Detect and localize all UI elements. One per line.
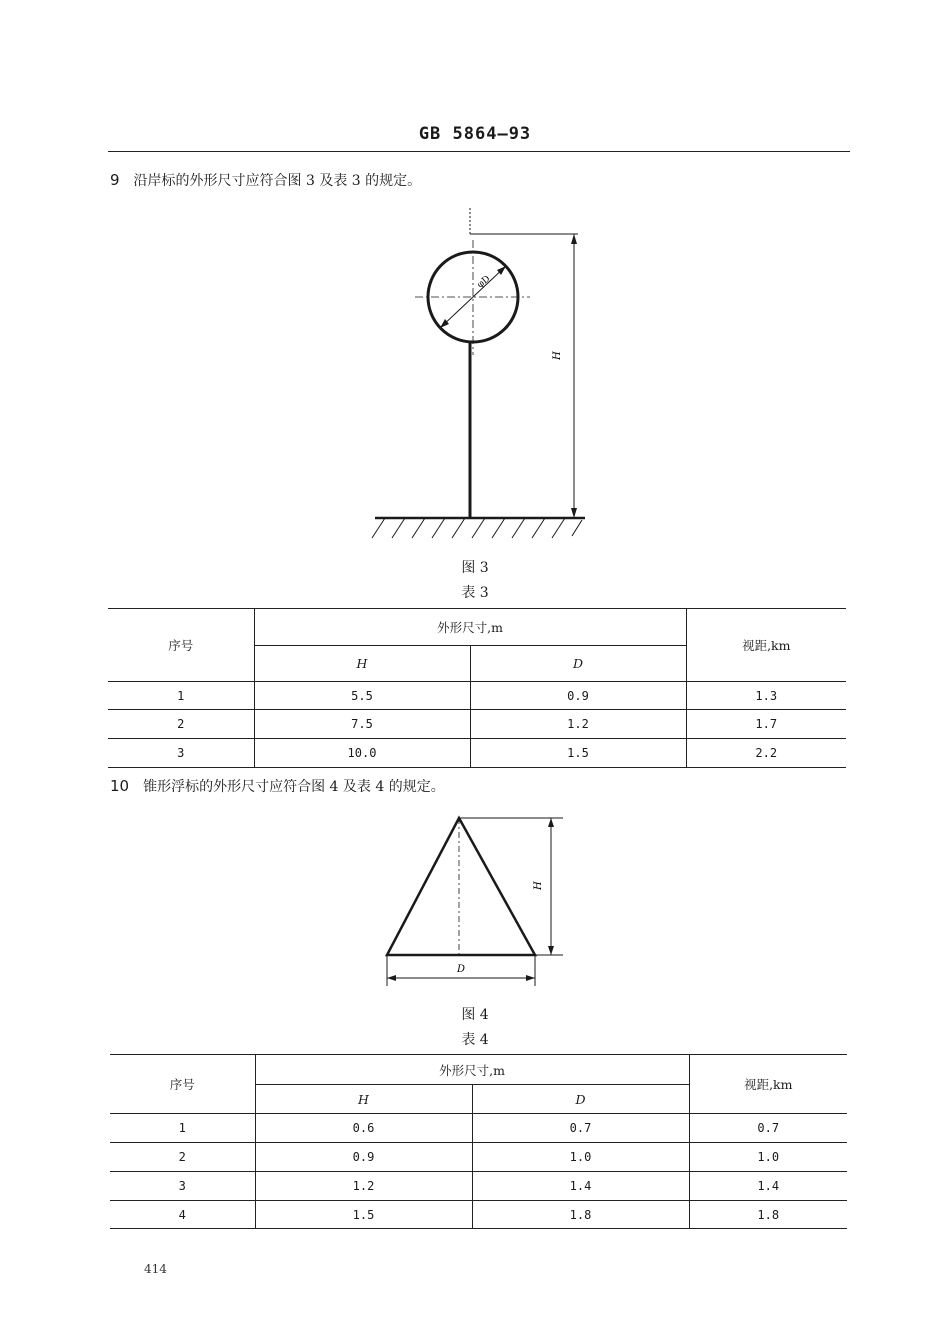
- table-row: [108, 739, 846, 768]
- table-3: [108, 608, 846, 768]
- base-arrow-right: [526, 975, 535, 981]
- table-cell-index: 1: [110, 1114, 255, 1143]
- table-4-header-d: D: [472, 1085, 689, 1114]
- table-3-header-range: 视距,km: [686, 609, 846, 682]
- table-3-caption: 表 3: [461, 585, 489, 601]
- height-arrow-bottom: [548, 946, 554, 955]
- height-arrow-top: [548, 818, 554, 827]
- clause-9-number: 9: [110, 171, 120, 189]
- height-label: H: [552, 351, 563, 360]
- table-cell-d: 0.9: [470, 682, 686, 710]
- cone-outline: [387, 818, 535, 955]
- table-cell-range: 1.8: [689, 1201, 847, 1229]
- table-3-header-h: H: [254, 646, 470, 682]
- table-cell-d: 1.8: [472, 1201, 689, 1229]
- table-cell-index: 3: [108, 739, 254, 768]
- table-4-header-h: H: [255, 1085, 472, 1114]
- table-cell-index: 2: [110, 1143, 255, 1172]
- table-cell-d: 0.7: [472, 1114, 689, 1143]
- table-cell-range: 2.2: [686, 739, 846, 768]
- table-row: [110, 1201, 847, 1229]
- table-cell-range: 0.7: [689, 1114, 847, 1143]
- table-cell-h: 7.5: [254, 710, 470, 739]
- figure-3-caption: 图 3: [461, 560, 489, 576]
- figure-3-diagram: [360, 200, 600, 550]
- clause-10: [110, 776, 445, 796]
- diameter-label: φD: [475, 273, 493, 291]
- table-cell-index: 2: [108, 710, 254, 739]
- standard-code-header: GB 5864—93: [418, 124, 532, 144]
- table-cell-d: 1.0: [472, 1143, 689, 1172]
- table-cell-h: 1.2: [255, 1172, 472, 1201]
- base-arrow-left: [387, 975, 396, 981]
- header-rule: [108, 151, 850, 152]
- table-3-header-dimensions: 外形尺寸,m: [254, 609, 686, 646]
- table-4-header-index: 序号: [110, 1055, 255, 1114]
- table-4-header-range: 视距,km: [689, 1055, 847, 1114]
- table-cell-range: 1.3: [686, 682, 846, 710]
- table-row: [110, 1172, 847, 1201]
- table-3-header-index: 序号: [108, 609, 254, 682]
- table-cell-h: 5.5: [254, 682, 470, 710]
- table-row: [108, 682, 846, 710]
- table-cell-index: 4: [110, 1201, 255, 1229]
- table-row: [108, 710, 846, 739]
- table-cell-index: 1: [108, 682, 254, 710]
- height-arrow-top: [571, 234, 577, 244]
- figure-4-diagram: [375, 808, 575, 993]
- table-cell-range: 1.4: [689, 1172, 847, 1201]
- table-cell-h: 0.6: [255, 1114, 472, 1143]
- table-cell-range: 1.7: [686, 710, 846, 739]
- table-row: [110, 1143, 847, 1172]
- height-label: H: [533, 881, 544, 890]
- table-cell-range: 1.0: [689, 1143, 847, 1172]
- clause-9-text: 沿岸标的外形尺寸应符合图 3 及表 3 的规定。: [133, 173, 422, 189]
- page-number: 414: [144, 1262, 167, 1276]
- table-4-header-dimensions: 外形尺寸,m: [255, 1055, 689, 1085]
- table-cell-index: 3: [110, 1172, 255, 1201]
- table-4: [110, 1054, 847, 1229]
- table-cell-d: 1.5: [470, 739, 686, 768]
- table-cell-d: 1.2: [470, 710, 686, 739]
- ground-hatching: [372, 518, 582, 538]
- clause-9: [110, 170, 421, 190]
- table-cell-h: 1.5: [255, 1201, 472, 1229]
- table-cell-d: 1.4: [472, 1172, 689, 1201]
- figure-4-caption: 图 4: [461, 1007, 489, 1023]
- table-3-header-d: D: [470, 646, 686, 682]
- clause-10-number: 10: [110, 777, 130, 795]
- table-cell-h: 0.9: [255, 1143, 472, 1172]
- table-4-caption: 表 4: [461, 1032, 489, 1048]
- height-arrow-bottom: [571, 508, 577, 518]
- base-label: D: [456, 964, 466, 975]
- clause-10-text: 锥形浮标的外形尺寸应符合图 4 及表 4 的规定。: [143, 779, 445, 795]
- table-row: [110, 1114, 847, 1143]
- table-cell-h: 10.0: [254, 739, 470, 768]
